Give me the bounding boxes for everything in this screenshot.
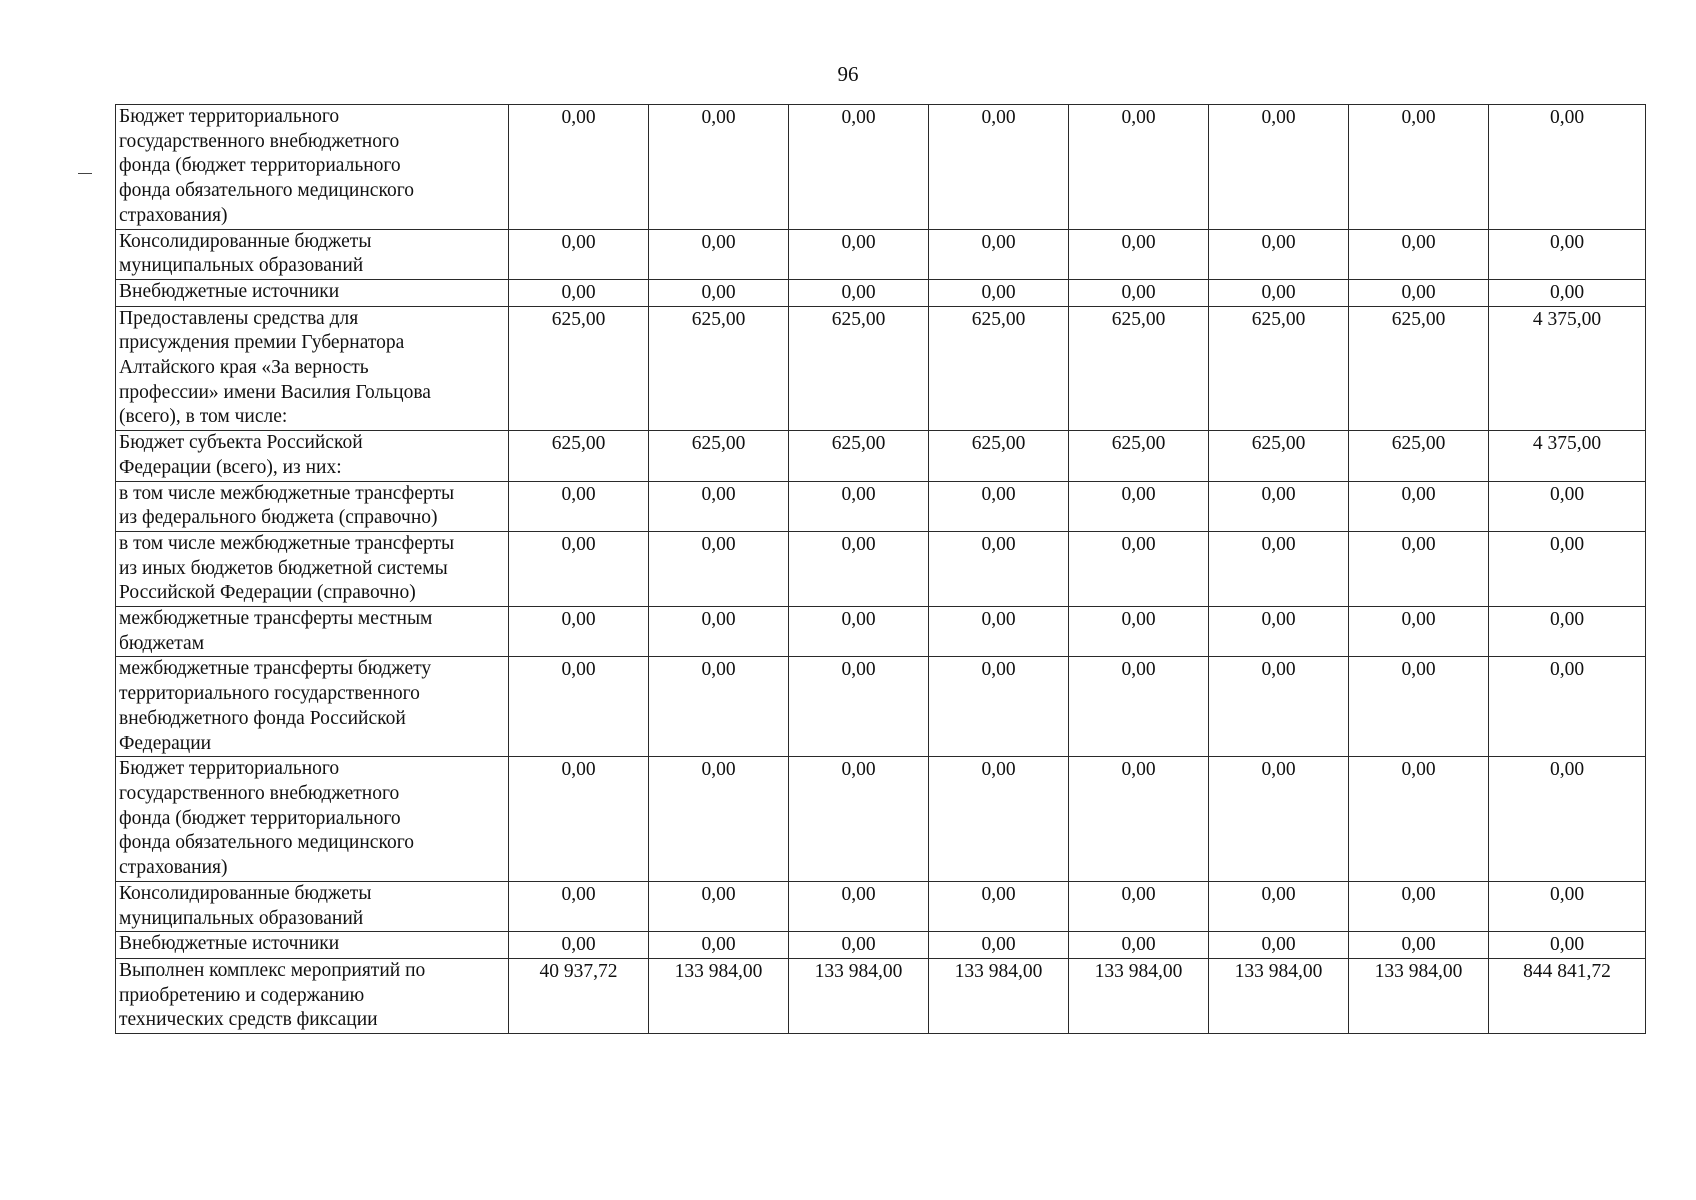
table-row (116, 105, 1646, 230)
row-label-line: государственного внебюджетного (119, 130, 400, 152)
value-cell: 0,00 (1489, 105, 1646, 230)
value-cell: 133 984,00 (1349, 958, 1489, 1033)
value-cell: 0,00 (509, 881, 649, 931)
value-cell: 625,00 (789, 431, 929, 481)
row-label-line: межбюджетные трансферты местным (119, 608, 433, 630)
value-cell: 0,00 (649, 657, 789, 757)
value-cell: 0,00 (509, 531, 649, 606)
row-label (116, 531, 509, 606)
value-cell: 133 984,00 (649, 958, 789, 1033)
row-label (116, 881, 509, 931)
table-row (116, 481, 1646, 531)
value-cell: 0,00 (1209, 279, 1349, 306)
row-label-line: Внебюджетные источники (119, 280, 340, 302)
row-label-line: в том числе межбюджетные трансферты (119, 482, 455, 504)
row-label (116, 958, 509, 1033)
value-cell: 0,00 (1489, 757, 1646, 882)
value-cell: 625,00 (509, 306, 649, 431)
row-label (116, 229, 509, 279)
value-cell: 625,00 (929, 306, 1069, 431)
value-cell: 0,00 (1489, 657, 1646, 757)
scan-mark (78, 173, 92, 174)
value-cell: 0,00 (1349, 757, 1489, 882)
value-cell: 0,00 (929, 481, 1069, 531)
value-cell: 0,00 (509, 279, 649, 306)
value-cell: 0,00 (1489, 607, 1646, 657)
row-label-line: муниципальных образований (119, 255, 364, 277)
row-label-line: внебюджетного фонда Российской (119, 707, 406, 729)
table-row (116, 607, 1646, 657)
row-label-line: технических средств фиксации (119, 1009, 378, 1031)
row-label (116, 306, 509, 431)
value-cell: 0,00 (1209, 757, 1349, 882)
value-cell: 0,00 (509, 657, 649, 757)
value-cell: 0,00 (509, 481, 649, 531)
row-label-line: профессии» имени Василия Гольцова (119, 381, 431, 403)
row-label-line: страхования) (119, 857, 228, 879)
row-label-line: Предоставлены средства для (119, 307, 359, 329)
table-row (116, 431, 1646, 481)
row-label-line: территориального государственного (119, 683, 420, 705)
value-cell: 0,00 (789, 105, 929, 230)
row-label (116, 932, 509, 959)
value-cell: 133 984,00 (929, 958, 1069, 1033)
value-cell: 0,00 (1209, 481, 1349, 531)
value-cell: 625,00 (1349, 306, 1489, 431)
row-label-line: приобретению и содержанию (119, 984, 365, 1006)
row-label-line: Внебюджетные источники (119, 933, 340, 955)
row-label (116, 607, 509, 657)
row-label-line: Консолидированные бюджеты (119, 882, 372, 904)
row-label-line: Федерации (всего), из них: (119, 456, 342, 478)
value-cell: 0,00 (1349, 105, 1489, 230)
row-label-line: Бюджет территориального (119, 106, 340, 127)
value-cell: 0,00 (929, 881, 1069, 931)
value-cell: 0,00 (789, 279, 929, 306)
row-label-line: фонда (бюджет территориального (119, 807, 401, 829)
value-cell: 0,00 (509, 105, 649, 230)
value-cell: 625,00 (789, 306, 929, 431)
budget-table (115, 104, 1646, 1034)
value-cell: 0,00 (1069, 881, 1209, 931)
value-cell: 625,00 (1209, 306, 1349, 431)
value-cell: 0,00 (1209, 105, 1349, 230)
page-number: 96 (837, 62, 859, 86)
value-cell: 0,00 (1209, 932, 1349, 959)
value-cell: 0,00 (1349, 607, 1489, 657)
value-cell: 0,00 (649, 757, 789, 882)
row-label-line: из федерального бюджета (справочно) (119, 507, 438, 529)
row-label-line: Бюджет территориального (119, 758, 340, 780)
value-cell: 0,00 (1069, 932, 1209, 959)
row-label (116, 431, 509, 481)
value-cell: 0,00 (789, 757, 929, 882)
table-row (116, 657, 1646, 757)
row-label-line: (всего), в том числе: (119, 406, 288, 428)
value-cell: 0,00 (649, 229, 789, 279)
value-cell: 0,00 (1349, 279, 1489, 306)
value-cell: 0,00 (1349, 657, 1489, 757)
value-cell: 0,00 (1069, 531, 1209, 606)
row-label-line: фонда (бюджет территориального (119, 155, 401, 177)
row-label-line: из иных бюджетов бюджетной системы (119, 557, 448, 579)
row-label-line: государственного внебюджетного (119, 782, 400, 804)
value-cell: 0,00 (1069, 229, 1209, 279)
value-cell: 0,00 (649, 105, 789, 230)
value-cell: 133 984,00 (789, 958, 929, 1033)
value-cell: 0,00 (1209, 531, 1349, 606)
row-label (116, 657, 509, 757)
value-cell: 0,00 (1349, 932, 1489, 959)
row-label-line: Консолидированные бюджеты (119, 230, 372, 252)
row-label-line: страхования) (119, 204, 228, 226)
value-cell: 0,00 (649, 932, 789, 959)
value-cell: 0,00 (509, 932, 649, 959)
row-label-line: Федерации (119, 732, 212, 754)
row-label-line: Выполнен комплекс мероприятий по (119, 959, 426, 981)
value-cell: 0,00 (789, 229, 929, 279)
table-row (116, 958, 1646, 1033)
table-row (116, 306, 1646, 431)
value-cell: 0,00 (929, 607, 1069, 657)
value-cell: 0,00 (1209, 657, 1349, 757)
value-cell: 0,00 (789, 881, 929, 931)
value-cell: 0,00 (929, 757, 1069, 882)
value-cell: 0,00 (929, 932, 1069, 959)
value-cell: 0,00 (509, 607, 649, 657)
value-cell: 625,00 (1069, 306, 1209, 431)
row-label-line: бюджетам (119, 632, 205, 654)
value-cell: 625,00 (929, 431, 1069, 481)
value-cell: 0,00 (1069, 481, 1209, 531)
value-cell: 0,00 (789, 481, 929, 531)
value-cell: 0,00 (1489, 881, 1646, 931)
table-row (116, 757, 1646, 882)
value-cell: 0,00 (1489, 279, 1646, 306)
value-cell: 0,00 (1209, 229, 1349, 279)
table-row (116, 932, 1646, 959)
value-cell: 0,00 (929, 105, 1069, 230)
row-label (116, 105, 509, 230)
value-cell: 0,00 (649, 481, 789, 531)
value-cell: 0,00 (929, 279, 1069, 306)
value-cell: 0,00 (929, 531, 1069, 606)
value-cell: 0,00 (1209, 607, 1349, 657)
row-label (116, 757, 509, 882)
value-cell: 0,00 (509, 757, 649, 882)
value-cell: 0,00 (1349, 881, 1489, 931)
value-cell: 625,00 (649, 431, 789, 481)
value-cell: 625,00 (1349, 431, 1489, 481)
value-cell: 0,00 (789, 932, 929, 959)
value-cell: 133 984,00 (1069, 958, 1209, 1033)
value-cell: 0,00 (789, 607, 929, 657)
value-cell: 0,00 (1069, 607, 1209, 657)
value-cell: 0,00 (1489, 932, 1646, 959)
value-cell: 0,00 (1069, 657, 1209, 757)
value-cell: 0,00 (649, 279, 789, 306)
value-cell: 0,00 (929, 229, 1069, 279)
value-cell: 0,00 (649, 881, 789, 931)
row-label-line: межбюджетные трансферты бюджету (119, 658, 432, 680)
value-cell: 133 984,00 (1209, 958, 1349, 1033)
value-cell: 625,00 (649, 306, 789, 431)
row-label-line: Алтайского края «За верность (119, 357, 369, 379)
value-cell: 0,00 (509, 229, 649, 279)
budget-table-body (116, 105, 1646, 1034)
value-cell: 625,00 (1069, 431, 1209, 481)
value-cell: 0,00 (789, 657, 929, 757)
value-cell: 0,00 (1069, 279, 1209, 306)
value-cell: 4 375,00 (1489, 306, 1646, 431)
row-label (116, 279, 509, 306)
row-label-line: фонда обязательного медицинского (119, 832, 414, 854)
table-row (116, 881, 1646, 931)
row-label-line: муниципальных образований (119, 907, 364, 929)
table-row (116, 229, 1646, 279)
value-cell: 625,00 (509, 431, 649, 481)
value-cell: 0,00 (649, 531, 789, 606)
table-row (116, 279, 1646, 306)
value-cell: 0,00 (1489, 531, 1646, 606)
value-cell: 0,00 (1209, 881, 1349, 931)
value-cell: 0,00 (649, 607, 789, 657)
value-cell: 4 375,00 (1489, 431, 1646, 481)
row-label-line: в том числе межбюджетные трансферты (119, 532, 455, 554)
value-cell: 0,00 (1489, 229, 1646, 279)
value-cell: 0,00 (1349, 481, 1489, 531)
value-cell: 0,00 (1349, 531, 1489, 606)
value-cell: 0,00 (929, 657, 1069, 757)
row-label-line: присуждения премии Губернатора (119, 332, 405, 354)
value-cell: 625,00 (1209, 431, 1349, 481)
value-cell: 0,00 (789, 531, 929, 606)
row-label-line: Российской Федерации (справочно) (119, 582, 416, 604)
row-label-line: Бюджет субъекта Российской (119, 432, 363, 454)
value-cell: 0,00 (1489, 481, 1646, 531)
row-label-line: фонда обязательного медицинского (119, 180, 414, 202)
value-cell: 844 841,72 (1489, 958, 1646, 1033)
value-cell: 40 937,72 (509, 958, 649, 1033)
row-label (116, 481, 509, 531)
value-cell: 0,00 (1069, 105, 1209, 230)
value-cell: 0,00 (1349, 229, 1489, 279)
value-cell: 0,00 (1069, 757, 1209, 882)
table-row (116, 531, 1646, 606)
